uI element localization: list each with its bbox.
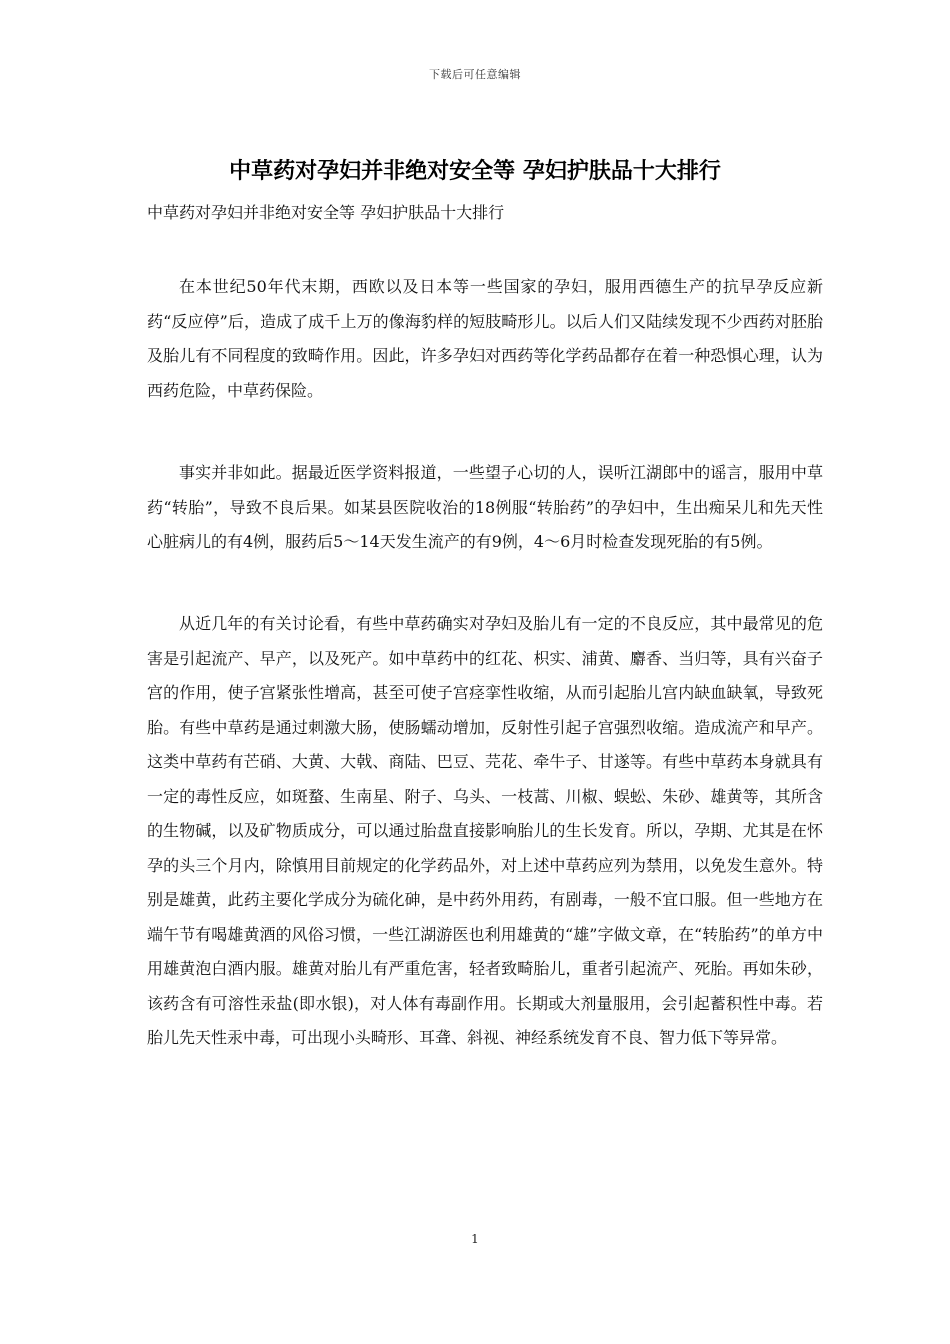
header-note: 下载后可任意编辑	[429, 68, 521, 81]
document-title: 中草药对孕妇并非绝对安全等 孕妇护肤品十大排行	[229, 159, 721, 184]
page-number: 1	[471, 1232, 479, 1246]
document-subtitle: 中草药对孕妇并非绝对安全等 孕妇护肤品十大排行	[147, 203, 505, 222]
paragraph-2: 事实并非如此。据最近医学资料报道，一些望子心切的人，误听江湖郎中的谣言，服用中草药“转胎”，导致不良后果。如某县医院收治的18例服“转胎药”的孕妇中，生出痴呆儿和先天性心脏病儿的有4例，服药后5～14天发生流产的有9例，4～6月时检查发现死胎的有5例。	[147, 463, 823, 551]
paragraph-1: 在本世纪50年代末期，西欧以及日本等一些国家的孕妇，服用西德生产的抗早孕反应新药“反应停”后，造成了成千上万的像海豹样的短肢畸形儿。以后人们又陆续发现不少西药对胚胎及胎儿有不同程度的致畸作用。因此，许多孕妇对西药等化学药品都存在着一种恐惧心理，认为西药危险，中草药保险。	[147, 277, 823, 400]
paragraph-3: 从近几年的有关讨论看，有些中草药确实对孕妇及胎儿有一定的不良反应，其中最常见的危害是引起流产、早产，以及死产。如中草药中的红花、枳实、浦黄、麝香、当归等，具有兴奋子宫的作用，使子宫紧张性增高，甚至可使子宫痉挛性收缩，从而引起胎儿宫内缺血缺氧，导致死胎。有些中草药是通过刺激大肠，使肠蠕动增加，反射性引起子宫强烈收缩。造成流产和早产。这类中草药有芒硝、大黄、大戟、商陆、巴豆、芫花、牵牛子、甘遂等。有些中草药本身就具有一定的毒性反应，如斑蝥、生南星、附子、乌头、一枝蒿、川椒、蜈蚣、朱砂、雄黄等，其所含的生物碱，以及矿物质成分，可以通过胎盘直接影响胎儿的生长发育。所以，孕期、尤其是在怀孕的头三个月内，除慎用目前规定的化学药品外，对上述中草药应列为禁用，以免发生意外。特别是雄黄，此药主要化学成分为硫化砷，是中药外用药，有剧毒，一般不宜口服。但一些地方在端午节有喝雄黄酒的风俗习惯，一些江湖游医也利用雄黄的“雄”字做文章，在“转胎药”的单方中用雄黄泡白酒内服。雄黄对胎儿有严重危害，轻者致畸胎儿，重者引起流产、死胎。再如朱砂，该药含有可溶性汞盐(即水银)，对人体有毒副作用。长期或大剂量服用，会引起蓄积性中毒。若胎儿先天性汞中毒，可出现小头畸形、耳聋、斜视、神经系统发育不良、智力低下等异常。	[147, 614, 823, 1047]
